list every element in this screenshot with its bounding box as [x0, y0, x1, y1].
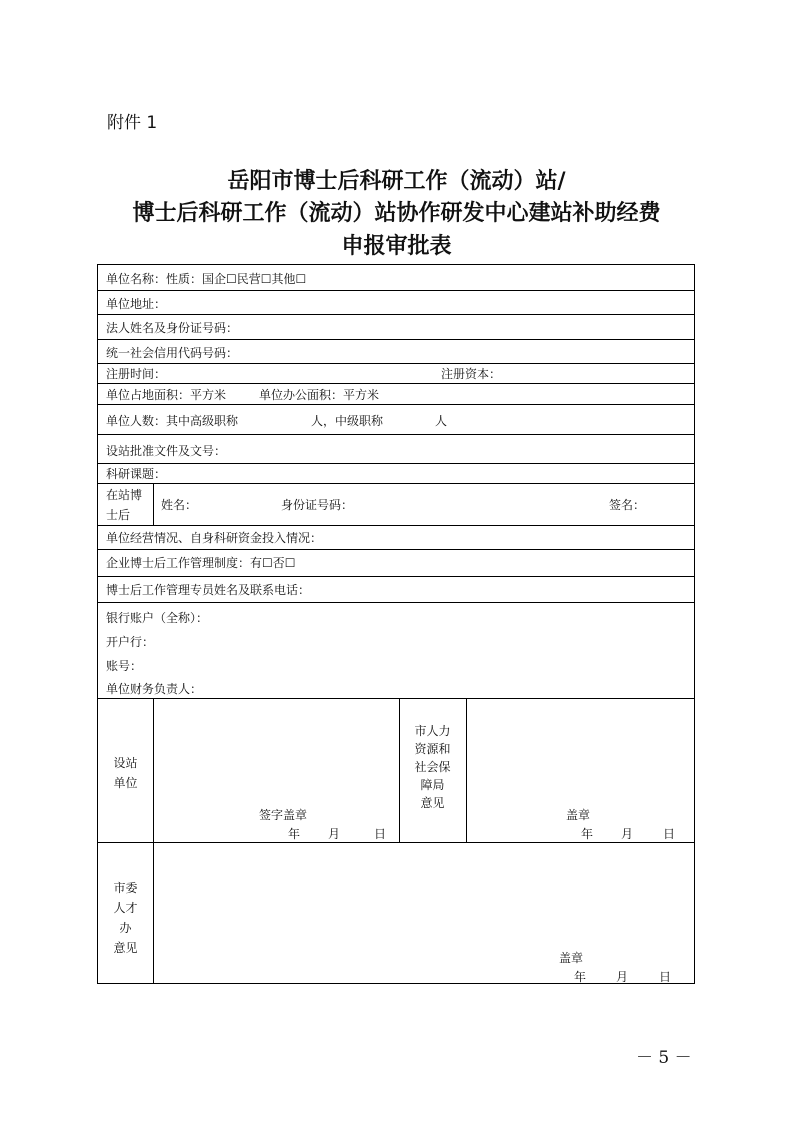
row-unit-name [98, 265, 694, 291]
talent-divider [153, 842, 154, 983]
row-unit-address [98, 290, 694, 315]
talent-day: 日 [659, 970, 672, 984]
unit-address-label: 单位地址： [106, 297, 167, 311]
hr-opinion-label [399, 722, 466, 812]
mgmt-system-label: 企业博士后工作管理制度：有☐否☐ [106, 556, 296, 570]
postdoc-id-label: 身份证号码： [281, 498, 354, 512]
hr-divider-right [466, 698, 467, 842]
contact-label: 博士后工作管理专员姓名及联系电话： [106, 583, 311, 597]
station-unit-label [98, 753, 153, 793]
application-form-table [97, 264, 695, 984]
postdoc-divider [153, 483, 154, 525]
talent-line3: 办 [119, 921, 132, 935]
hr-month: 月 [621, 827, 634, 841]
postdoc-label-line2: 士后 [106, 508, 131, 522]
talent-line1: 市委 [113, 881, 138, 895]
postdoc-label-line1: 在站博 [106, 488, 143, 502]
row-approval-doc [98, 434, 694, 464]
hr-line5: 意见 [420, 796, 445, 810]
row-talent-office [98, 842, 694, 983]
finance-head-label: 单位财务负责人： [106, 682, 203, 696]
legal-rep-label: 法人姓名及身份证号码： [106, 321, 239, 335]
row-station-unit [98, 698, 694, 843]
station-unit-line1: 设站 [113, 756, 138, 770]
row-bank [98, 602, 694, 699]
hr-seal: 盖章 [566, 808, 591, 822]
hr-line3: 社会保 [414, 760, 451, 774]
postdoc-name-label: 姓名： [161, 498, 198, 512]
staff-senior-label: 单位人数：其中高级职称 [106, 414, 239, 428]
postdoc-sign-label: 签名： [609, 498, 646, 512]
title-line-3: 申报审批表 [341, 233, 452, 259]
hr-day: 日 [663, 827, 676, 841]
station-day: 日 [374, 827, 387, 841]
attachment-label: 附件 1 [107, 113, 158, 133]
row-postdoc [98, 483, 694, 526]
hr-line1: 市人力 [414, 724, 451, 738]
operation-label: 单位经营情况、自身科研资金投入情况： [106, 531, 323, 545]
hr-line4: 障局 [420, 778, 445, 792]
area-office-label: 单位办公面积：平方米 [259, 388, 380, 402]
station-sign-seal: 签字盖章 [259, 808, 308, 822]
station-year: 年 [288, 827, 301, 841]
row-contact [98, 576, 694, 603]
talent-seal: 盖章 [559, 951, 584, 965]
talent-opinion-label [98, 878, 153, 958]
row-legal-rep [98, 314, 694, 340]
bank-account-label: 银行账户（全称）： [106, 611, 209, 625]
station-month: 月 [328, 827, 341, 841]
credit-code-label: 统一社会信用代码号码： [106, 346, 239, 360]
station-unit-divider [153, 698, 154, 842]
row-area [98, 383, 694, 405]
station-unit-line2: 单位 [113, 776, 138, 790]
row-credit-code [98, 339, 694, 364]
talent-month: 月 [616, 970, 629, 984]
approval-doc-label: 设站批准文件及文号： [106, 444, 227, 458]
staff-middle-label: 人，中级职称 [311, 414, 384, 428]
bank-open-label: 开户行： [106, 635, 155, 649]
talent-year: 年 [574, 970, 587, 984]
research-topic-label: 科研课题： [106, 467, 167, 481]
title-line-2: 博士后科研工作（流动）站协作研发中心建站补助经费 [132, 200, 661, 226]
row-operation [98, 525, 694, 550]
account-no-label: 账号： [106, 659, 143, 673]
staff-end-label: 人 [435, 414, 448, 428]
talent-line2: 人才 [113, 901, 138, 915]
row-registration [98, 363, 694, 384]
hr-year: 年 [581, 827, 594, 841]
row-research-topic [98, 463, 694, 484]
unit-name-label: 单位名称：性质：国企☐民营☐其他☐ [106, 272, 307, 286]
talent-line4: 意见 [113, 941, 138, 955]
row-staff [98, 404, 694, 435]
title-line-1: 岳阳市博士后科研工作（流动）站/ [227, 168, 566, 194]
area-land-label: 单位占地面积：平方米 [106, 388, 227, 402]
row-mgmt-system [98, 549, 694, 577]
hr-line2: 资源和 [414, 742, 451, 756]
reg-time-label: 注册时间： [106, 367, 167, 381]
page-number: － 5 － [636, 1048, 692, 1068]
reg-capital-label: 注册资本： [441, 367, 502, 381]
